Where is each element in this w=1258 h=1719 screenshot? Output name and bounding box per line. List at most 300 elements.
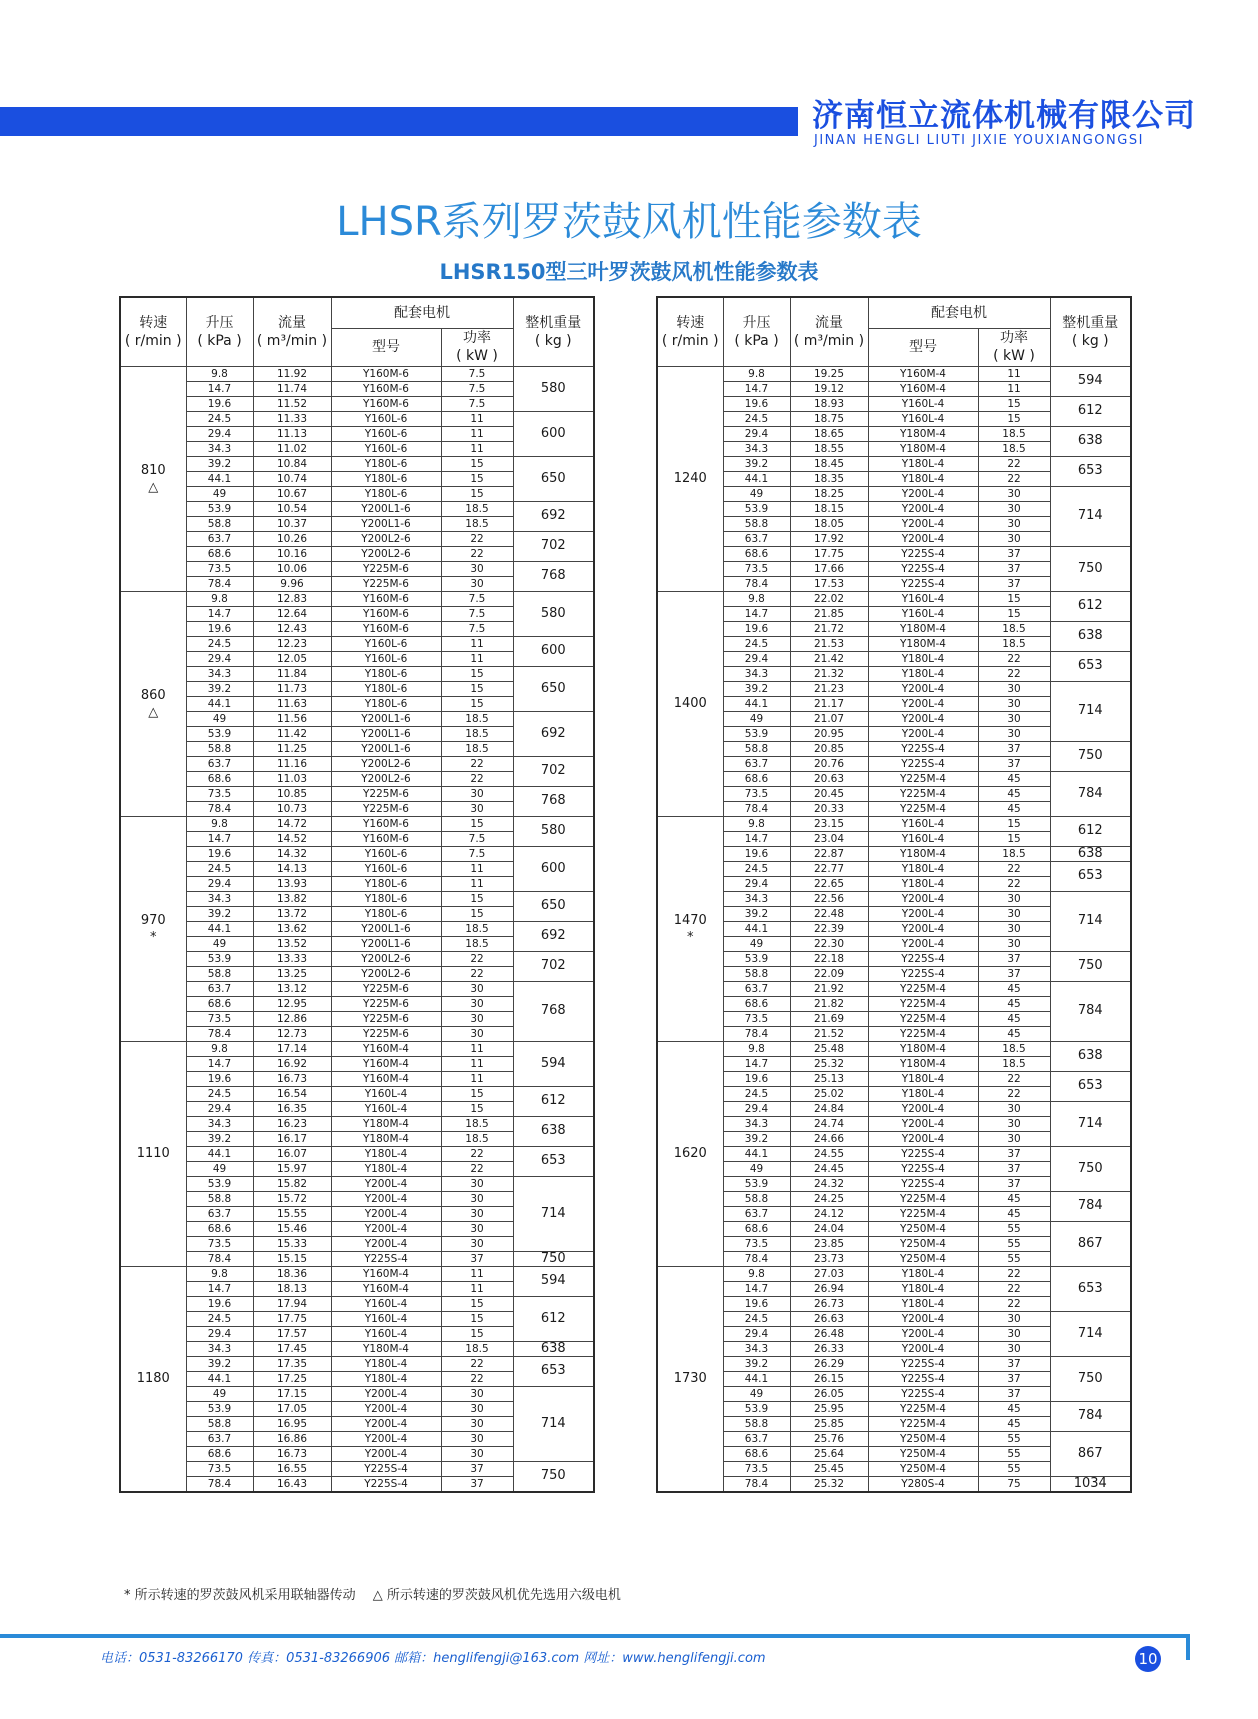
motor-power-cell: 15: [978, 831, 1050, 846]
table-row: [120, 411, 594, 426]
motor-model-cell: Y225S-4: [868, 756, 978, 771]
flow-cell: 11.13: [253, 426, 331, 441]
table-row: [120, 1176, 594, 1191]
flow-header: 流量 ( m³/min ): [253, 297, 331, 366]
flow-cell: 22.02: [790, 591, 868, 606]
motor-model-cell: Y200L-4: [331, 1431, 441, 1446]
motor-power-cell: 18.5: [441, 921, 513, 936]
motor-model-cell: Y180M-4: [868, 621, 978, 636]
table-row: [657, 1401, 1131, 1416]
header-bar: [0, 107, 798, 136]
motor-model-cell: Y250M-4: [868, 1221, 978, 1236]
flow-cell: 17.25: [253, 1371, 331, 1386]
pressure-cell: 34.3: [723, 666, 790, 681]
motor-power-cell: 37: [978, 1161, 1050, 1176]
flow-cell: 17.15: [253, 1386, 331, 1401]
motor-model-cell: Y160L-6: [331, 636, 441, 651]
motor-model-cell: Y180L-4: [868, 471, 978, 486]
weight-cell: 612: [513, 1296, 594, 1341]
motor-model-cell: Y160L-4: [868, 591, 978, 606]
pressure-cell: 9.8: [723, 816, 790, 831]
pressure-cell: 29.4: [186, 1326, 253, 1341]
motor-model-cell: Y225M-4: [868, 996, 978, 1011]
motor-power-cell: 30: [441, 996, 513, 1011]
flow-cell: 11.84: [253, 666, 331, 681]
motor-power-cell: 45: [978, 1191, 1050, 1206]
weight-cell: 653: [1050, 861, 1131, 891]
speed-mark: *: [687, 929, 694, 945]
motor-model-cell: Y200L-4: [868, 726, 978, 741]
motor-power-cell: 55: [978, 1431, 1050, 1446]
motor-model-cell: Y180L-6: [331, 696, 441, 711]
pressure-cell: 53.9: [186, 951, 253, 966]
motor-model-cell: Y225M-6: [331, 801, 441, 816]
flow-cell: 21.32: [790, 666, 868, 681]
motor-model-cell: Y225S-4: [868, 1356, 978, 1371]
pressure-cell: 39.2: [723, 906, 790, 921]
pressure-cell: 24.5: [186, 861, 253, 876]
flow-cell: 14.52: [253, 831, 331, 846]
motor-model-cell: Y180L-4: [868, 1281, 978, 1296]
pressure-cell: 19.6: [723, 1296, 790, 1311]
motor-power-cell: 22: [441, 1356, 513, 1371]
flow-cell: 12.95: [253, 996, 331, 1011]
motor-power-cell: 30: [978, 1131, 1050, 1146]
pressure-cell: 14.7: [723, 1281, 790, 1296]
motor-model-cell: Y180L-4: [868, 1266, 978, 1281]
motor-model-cell: Y225M-4: [868, 1026, 978, 1041]
speed-cell: [120, 816, 186, 1041]
flow-cell: 22.18: [790, 951, 868, 966]
pressure-cell: 29.4: [723, 876, 790, 891]
motor-model-cell: Y200L-4: [331, 1176, 441, 1191]
weight-cell: 784: [1050, 771, 1131, 816]
weight-cell: 580: [513, 816, 594, 846]
motor-power-cell: 30: [978, 681, 1050, 696]
pressure-cell: 14.7: [723, 381, 790, 396]
motor-power-cell: 45: [978, 1011, 1050, 1026]
pressure-cell: 39.2: [723, 1131, 790, 1146]
flow-cell: 16.55: [253, 1461, 331, 1476]
motor-power-cell: 55: [978, 1461, 1050, 1476]
motor-model-cell: Y225S-4: [331, 1476, 441, 1492]
motor-model-cell: Y200L-4: [868, 906, 978, 921]
pressure-cell: 29.4: [723, 426, 790, 441]
weight-cell: 768: [513, 786, 594, 816]
weight-cell: 638: [1050, 1041, 1131, 1071]
motor-model-cell: Y180L-6: [331, 456, 441, 471]
weight-cell: 692: [513, 921, 594, 951]
pressure-cell: 29.4: [723, 1101, 790, 1116]
table-row: [120, 531, 594, 546]
motor-power-cell: 15: [441, 816, 513, 831]
table-row: [120, 636, 594, 651]
weight-cell: 600: [513, 846, 594, 891]
pressure-cell: 73.5: [186, 786, 253, 801]
flow-cell: 10.73: [253, 801, 331, 816]
model-header: 型号: [868, 328, 978, 366]
motor-model-cell: Y160M-6: [331, 831, 441, 846]
flow-cell: 21.85: [790, 606, 868, 621]
motor-power-cell: 30: [978, 696, 1050, 711]
motor-model-cell: Y225M-4: [868, 801, 978, 816]
table-row: [120, 891, 594, 906]
motor-power-cell: 15: [978, 816, 1050, 831]
table-row: [657, 861, 1131, 876]
motor-model-cell: Y200L-4: [331, 1206, 441, 1221]
pressure-cell: 53.9: [723, 1401, 790, 1416]
weight-cell: 768: [513, 561, 594, 591]
pressure-cell: 49: [186, 486, 253, 501]
motor-model-cell: Y180L-4: [331, 1356, 441, 1371]
flow-cell: 23.04: [790, 831, 868, 846]
motor-power-cell: 30: [441, 1206, 513, 1221]
flow-cell: 21.07: [790, 711, 868, 726]
footnote: * 所示转速的罗茨鼓风机采用联轴器传动 △ 所示转速的罗茨鼓风机优先选用六级电机: [124, 1588, 621, 1603]
flow-cell: 15.55: [253, 1206, 331, 1221]
motor-model-cell: Y200L-4: [868, 711, 978, 726]
table-row: [657, 591, 1131, 606]
flow-cell: 25.85: [790, 1416, 868, 1431]
flow-cell: 18.25: [790, 486, 868, 501]
pressure-cell: 39.2: [723, 1356, 790, 1371]
flow-cell: 12.73: [253, 1026, 331, 1041]
motor-power-cell: 55: [978, 1236, 1050, 1251]
flow-cell: 16.43: [253, 1476, 331, 1492]
pressure-cell: 44.1: [723, 1146, 790, 1161]
flow-cell: 14.13: [253, 861, 331, 876]
motor-model-cell: Y250M-4: [868, 1461, 978, 1476]
motor-model-cell: Y225M-6: [331, 1026, 441, 1041]
flow-cell: 26.94: [790, 1281, 868, 1296]
motor-model-cell: Y200L-4: [868, 516, 978, 531]
motor-model-cell: Y200L2-6: [331, 951, 441, 966]
speed-value: 810: [140, 462, 166, 478]
weight-cell: 638: [1050, 426, 1131, 456]
motor-power-cell: 30: [441, 1386, 513, 1401]
motor-power-cell: 15: [441, 456, 513, 471]
flow-cell: 10.84: [253, 456, 331, 471]
pressure-cell: 58.8: [723, 966, 790, 981]
weight-cell: 750: [1050, 546, 1131, 591]
flow-cell: 16.92: [253, 1056, 331, 1071]
flow-cell: 26.63: [790, 1311, 868, 1326]
pressure-cell: 58.8: [723, 741, 790, 756]
pressure-cell: 19.6: [723, 396, 790, 411]
pressure-cell: 58.8: [186, 1191, 253, 1206]
table-row: [120, 1296, 594, 1311]
flow-cell: 24.25: [790, 1191, 868, 1206]
flow-cell: 23.85: [790, 1236, 868, 1251]
motor-power-cell: 22: [978, 1281, 1050, 1296]
pressure-cell: 78.4: [723, 801, 790, 816]
company-name-cn: 济南恒立流体机械有限公司: [812, 98, 1196, 134]
flow-cell: 14.32: [253, 846, 331, 861]
pressure-cell: 34.3: [723, 891, 790, 906]
pressure-cell: 68.6: [186, 996, 253, 1011]
flow-cell: 22.30: [790, 936, 868, 951]
flow-cell: 13.25: [253, 966, 331, 981]
pressure-cell: 53.9: [186, 1401, 253, 1416]
flow-cell: 10.26: [253, 531, 331, 546]
table-row: [657, 951, 1131, 966]
pressure-cell: 9.8: [723, 1266, 790, 1281]
pressure-cell: 24.5: [723, 1086, 790, 1101]
pressure-cell: 78.4: [723, 1251, 790, 1266]
motor-model-cell: Y225M-4: [868, 1401, 978, 1416]
motor-model-cell: Y180M-4: [868, 441, 978, 456]
weight-cell: 867: [1050, 1431, 1131, 1476]
pressure-cell: 29.4: [723, 651, 790, 666]
speed-mark: *: [150, 929, 157, 945]
pressure-cell: 68.6: [186, 546, 253, 561]
table-row: [120, 1356, 594, 1371]
pressure-cell: 53.9: [186, 726, 253, 741]
speed-cell: [120, 1266, 186, 1492]
weight-cell: 714: [513, 1176, 594, 1251]
motor-power-cell: 22: [978, 471, 1050, 486]
flow-cell: 10.85: [253, 786, 331, 801]
motor-power-cell: 22: [978, 1296, 1050, 1311]
table-row: [120, 786, 594, 801]
motor-model-cell: Y180L-4: [868, 651, 978, 666]
flow-cell: 11.03: [253, 771, 331, 786]
flow-cell: 10.54: [253, 501, 331, 516]
pressure-cell: 73.5: [186, 561, 253, 576]
weight-cell: 612: [1050, 591, 1131, 621]
pressure-cell: 24.5: [186, 411, 253, 426]
company-name-en: JINAN HENGLI LIUTI JIXIE YOUXIANGONGSI: [814, 133, 1144, 148]
motor-model-cell: Y160L-4: [331, 1101, 441, 1116]
motor-power-cell: 18.5: [978, 1056, 1050, 1071]
pressure-cell: 63.7: [186, 756, 253, 771]
motor-model-cell: Y180M-4: [331, 1116, 441, 1131]
pressure-cell: 34.3: [723, 1116, 790, 1131]
flow-cell: 16.23: [253, 1116, 331, 1131]
speed-header: 转速 ( r/min ): [657, 297, 723, 366]
pressure-cell: 78.4: [186, 1026, 253, 1041]
weight-cell: 750: [1050, 741, 1131, 771]
flow-cell: 16.17: [253, 1131, 331, 1146]
pressure-cell: 9.8: [186, 366, 253, 381]
weight-cell: 768: [513, 981, 594, 1041]
pressure-cell: 49: [186, 1161, 253, 1176]
motor-power-cell: 30: [441, 1431, 513, 1446]
pressure-cell: 73.5: [723, 561, 790, 576]
motor-model-cell: Y200L-4: [868, 1101, 978, 1116]
weight-cell: 784: [1050, 1401, 1131, 1431]
flow-cell: 22.39: [790, 921, 868, 936]
motor-power-cell: 22: [978, 651, 1050, 666]
weight-cell: 750: [513, 1461, 594, 1492]
pressure-cell: 63.7: [186, 1431, 253, 1446]
motor-model-cell: Y225M-4: [868, 1191, 978, 1206]
table-row: [120, 561, 594, 576]
pressure-cell: 14.7: [186, 606, 253, 621]
flow-cell: 15.46: [253, 1221, 331, 1236]
table-row: [657, 1311, 1131, 1326]
pressure-cell: 29.4: [186, 1101, 253, 1116]
motor-power-cell: 22: [978, 876, 1050, 891]
table-row: [657, 816, 1131, 831]
weight-cell: 714: [513, 1386, 594, 1461]
flow-cell: 21.17: [790, 696, 868, 711]
flow-cell: 17.94: [253, 1296, 331, 1311]
motor-model-cell: Y225S-4: [868, 966, 978, 981]
motor-power-cell: 30: [441, 1221, 513, 1236]
flow-cell: 20.95: [790, 726, 868, 741]
weight-cell: 612: [1050, 396, 1131, 426]
motor-power-cell: 11: [441, 651, 513, 666]
motor-power-cell: 22: [441, 531, 513, 546]
table-row: [120, 456, 594, 471]
table-row: [120, 921, 594, 936]
pressure-cell: 49: [723, 486, 790, 501]
flow-cell: 25.32: [790, 1476, 868, 1492]
pressure-cell: 9.8: [186, 591, 253, 606]
weight-cell: 714: [1050, 1311, 1131, 1356]
pressure-cell: 14.7: [723, 831, 790, 846]
motor-model-cell: Y180L-4: [868, 1296, 978, 1311]
pressure-cell: 9.8: [186, 1266, 253, 1281]
speed-cell: [120, 591, 186, 816]
motor-power-cell: 30: [441, 1416, 513, 1431]
weight-cell: 594: [513, 1266, 594, 1296]
flow-cell: 15.82: [253, 1176, 331, 1191]
flow-cell: 22.48: [790, 906, 868, 921]
weight-cell: 653: [513, 1356, 594, 1386]
flow-cell: 22.56: [790, 891, 868, 906]
motor-power-cell: 15: [441, 906, 513, 921]
table-row: [120, 816, 594, 831]
flow-cell: 12.05: [253, 651, 331, 666]
flow-cell: 22.65: [790, 876, 868, 891]
motor-model-cell: Y180L-4: [868, 666, 978, 681]
pressure-cell: 19.6: [723, 1071, 790, 1086]
flow-header: 流量 ( m³/min ): [790, 297, 868, 366]
motor-power-cell: 30: [978, 921, 1050, 936]
pressure-cell: 68.6: [186, 1446, 253, 1461]
flow-cell: 16.35: [253, 1101, 331, 1116]
table-row: [120, 1146, 594, 1161]
flow-cell: 24.32: [790, 1176, 868, 1191]
pressure-cell: 63.7: [723, 1431, 790, 1446]
pressure-cell: 68.6: [723, 1221, 790, 1236]
pressure-cell: 58.8: [186, 966, 253, 981]
motor-power-cell: 22: [441, 1371, 513, 1386]
motor-model-cell: Y200L-4: [868, 891, 978, 906]
flow-cell: 26.15: [790, 1371, 868, 1386]
motor-power-cell: 15: [441, 471, 513, 486]
pressure-cell: 49: [723, 711, 790, 726]
weight-cell: 784: [1050, 981, 1131, 1041]
pressure-cell: 68.6: [723, 1446, 790, 1461]
table-row: [657, 456, 1131, 471]
motor-model-cell: Y200L2-6: [331, 771, 441, 786]
motor-power-cell: 30: [441, 576, 513, 591]
flow-cell: 25.32: [790, 1056, 868, 1071]
speed-cell: [657, 366, 723, 591]
power-header: 功率 ( kW ): [441, 328, 513, 366]
motor-model-cell: Y225S-4: [868, 951, 978, 966]
motor-power-cell: 45: [978, 771, 1050, 786]
pressure-cell: 58.8: [723, 1191, 790, 1206]
weight-cell: 714: [1050, 891, 1131, 951]
flow-cell: 14.72: [253, 816, 331, 831]
flow-cell: 15.15: [253, 1251, 331, 1266]
pressure-cell: 29.4: [186, 426, 253, 441]
weight-cell: 692: [513, 711, 594, 756]
flow-cell: 11.02: [253, 441, 331, 456]
motor-model-cell: Y160L-4: [868, 816, 978, 831]
weight-cell: 692: [513, 501, 594, 531]
footer-divider-end: [1186, 1634, 1190, 1660]
motor-model-cell: Y225M-6: [331, 1011, 441, 1026]
flow-cell: 12.83: [253, 591, 331, 606]
flow-cell: 17.45: [253, 1341, 331, 1356]
speed-value: 860: [140, 687, 166, 703]
motor-model-cell: Y160M-6: [331, 621, 441, 636]
flow-cell: 17.35: [253, 1356, 331, 1371]
motor-power-cell: 30: [978, 1341, 1050, 1356]
table-row: [120, 1266, 594, 1281]
pressure-cell: 78.4: [723, 576, 790, 591]
motor-power-cell: 15: [441, 486, 513, 501]
pressure-cell: 49: [186, 936, 253, 951]
motor-model-cell: Y160L-4: [331, 1296, 441, 1311]
motor-model-cell: Y225S-4: [868, 1371, 978, 1386]
weight-cell: 714: [1050, 1101, 1131, 1146]
flow-cell: 17.92: [790, 531, 868, 546]
pressure-cell: 19.6: [723, 846, 790, 861]
table-row: [657, 681, 1131, 696]
flow-cell: 11.33: [253, 411, 331, 426]
motor-model-cell: Y180L-4: [868, 1086, 978, 1101]
table-row: [657, 891, 1131, 906]
flow-cell: 18.13: [253, 1281, 331, 1296]
weight-cell: 650: [513, 456, 594, 501]
weight-cell: 653: [513, 1146, 594, 1176]
motor-model-cell: Y250M-4: [868, 1236, 978, 1251]
motor-power-cell: 11: [441, 411, 513, 426]
motor-power-cell: 15: [978, 591, 1050, 606]
motor-model-cell: Y280S-4: [868, 1476, 978, 1492]
pressure-cell: 73.5: [723, 1461, 790, 1476]
motor-power-cell: 30: [978, 501, 1050, 516]
motor-power-cell: 18.5: [441, 1116, 513, 1131]
motor-power-cell: 18.5: [978, 441, 1050, 456]
motor-model-cell: Y180L-4: [331, 1146, 441, 1161]
motor-model-cell: Y160M-4: [331, 1071, 441, 1086]
weight-cell: 650: [513, 666, 594, 711]
pressure-cell: 44.1: [186, 1371, 253, 1386]
pressure-header: 升压 ( kPa ): [723, 297, 790, 366]
motor-power-cell: 37: [978, 1371, 1050, 1386]
motor-model-cell: Y160L-6: [331, 861, 441, 876]
motor-model-cell: Y225M-4: [868, 786, 978, 801]
flow-cell: 11.92: [253, 366, 331, 381]
motor-model-cell: Y180M-4: [868, 1041, 978, 1056]
motor-model-cell: Y200L-4: [868, 681, 978, 696]
motor-power-cell: 45: [978, 1401, 1050, 1416]
pressure-cell: 68.6: [723, 546, 790, 561]
pressure-cell: 63.7: [723, 981, 790, 996]
motor-power-cell: 15: [441, 681, 513, 696]
motor-model-cell: Y225S-4: [868, 1176, 978, 1191]
weight-cell: 784: [1050, 1191, 1131, 1221]
motor-model-cell: Y225M-6: [331, 561, 441, 576]
pressure-cell: 78.4: [186, 576, 253, 591]
